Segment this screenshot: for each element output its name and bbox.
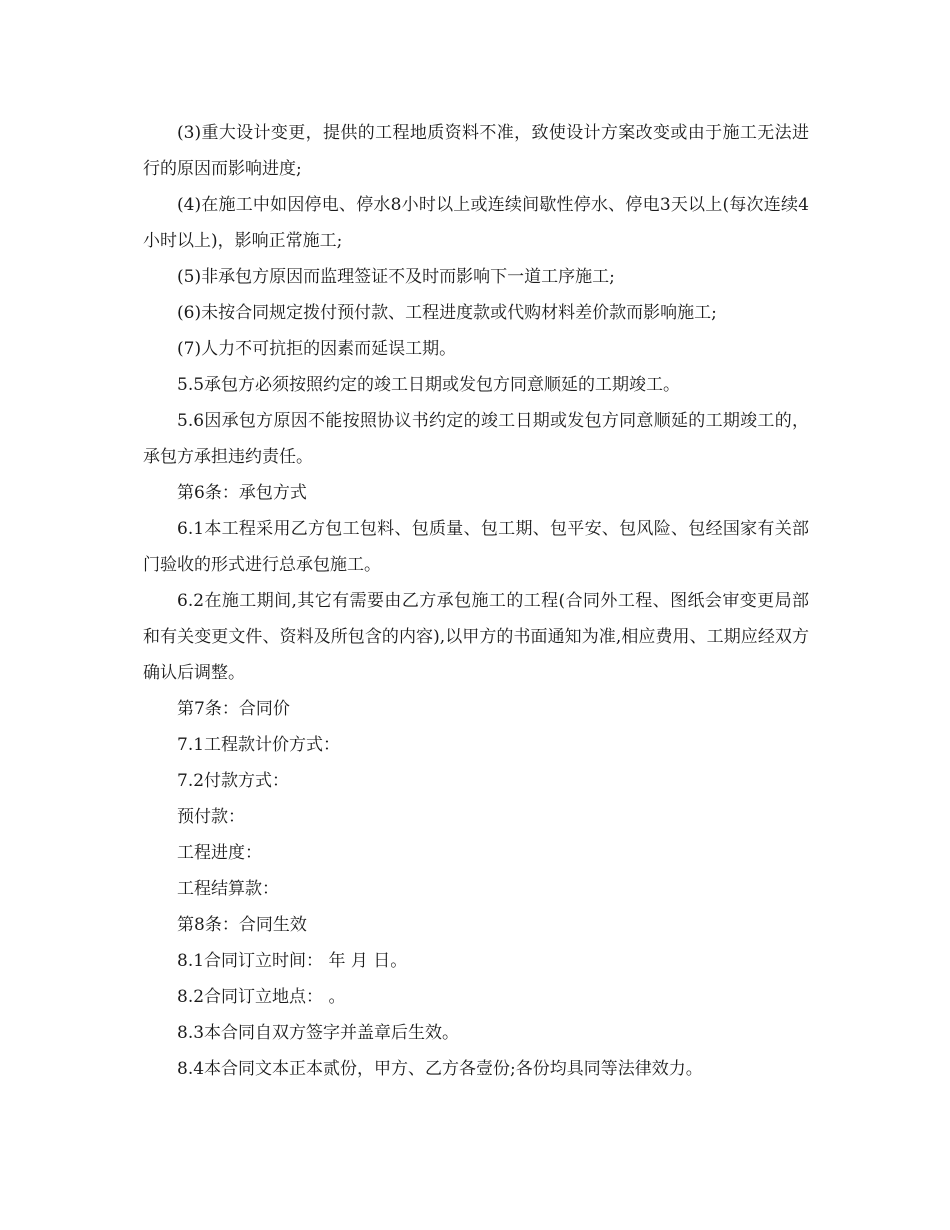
paragraph-8-4: 8.4本合同文本正本贰份，甲方、乙方各壹份;各份均具同等法律效力。 [177, 1059, 703, 1079]
paragraph-clause-5: (5)非承包方原因而监理签证不及时而影响下一道工序施工; [177, 267, 615, 287]
heading-article-7: 第7条：合同价 [177, 699, 290, 719]
paragraph-8-3: 8.3本合同自双方签字并盖章后生效。 [177, 1023, 460, 1043]
paragraph-6-2: 6.2在施工期间,其它有需要由乙方承包施工的工程(合同外工程、图纸会审变更局部和有关变更文件、资料及所包含的内容),以甲方的书面通知为准,相应费用、工期应经双方确认后调整。 [143, 591, 809, 683]
paragraph-8-2: 8.2合同订立地点： 。 [177, 987, 346, 1007]
paragraph-6-1: 6.1本工程采用乙方包工包料、包质量、包工期、包平安、包风险、包经国家有关部门验收的形式进行总承包施工。 [143, 519, 809, 575]
paragraph-7-2: 7.2付款方式： [177, 771, 290, 791]
paragraph-5-5: 5.5承包方必须按照约定的竣工日期或发包方同意顺延的工期竣工。 [177, 375, 681, 395]
paragraph-progress: 工程进度： [177, 843, 262, 863]
paragraph-clause-7: (7)人力不可抗拒的因素而延误工期。 [177, 339, 457, 359]
paragraph-clause-3: (3)重大设计变更，提供的工程地质资料不准，致使设计方案改变或由于施工无法进行的原因而影响进度; [143, 123, 809, 179]
paragraph-5-6: 5.6因承包方原因不能按照协议书约定的竣工日期或发包方同意顺延的工期竣工的，承包方承担违约责任。 [143, 411, 809, 467]
heading-article-8: 第8条：合同生效 [177, 915, 307, 935]
paragraph-7-1: 7.1工程款计价方式： [177, 735, 341, 755]
paragraph-clause-6: (6)未按合同规定拨付预付款、工程进度款或代购材料差价款而影响施工; [177, 303, 717, 323]
paragraph-clause-4: (4)在施工中如因停电、停水8小时以上或连续间歇性停水、停电3天以上(每次连续4小时以上)，影响正常施工; [143, 195, 809, 251]
paragraph-settlement: 工程结算款： [177, 879, 279, 899]
paragraph-advance-payment: 预付款： [177, 807, 245, 827]
heading-article-6: 第6条：承包方式 [177, 483, 307, 503]
document-body [143, 115, 809, 1087]
paragraph-8-1: 8.1合同订立时间： 年 月 日。 [177, 951, 408, 971]
